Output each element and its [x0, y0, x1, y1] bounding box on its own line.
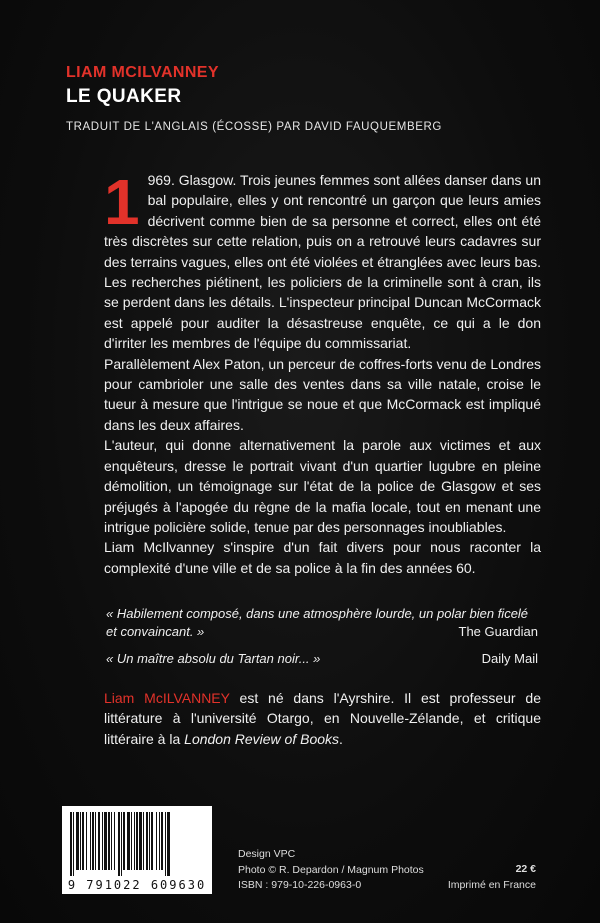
drop-cap: 1 — [104, 166, 140, 238]
quote-text: « Habilement composé, dans une atmosphère lourde, un polar bien ficelé et convaincant. » — [106, 606, 529, 639]
translator-credit: TRADUIT DE L'ANGLAIS (ÉCOSSE) PAR DAVID FAUQUEMBERG — [66, 121, 442, 133]
synopsis-paragraph-4: Liam McIlvanney s'inspire d'un fait divers pour nous raconter la complexité d'une ville et de sa police à la fin des années 60. — [104, 539, 541, 576]
press-quote — [106, 605, 538, 641]
bio-text: est né dans l'Ayrshire. Il est professeur de littérature à l'université Otargo, en Nouvelle-Zélande, et critique littéraire à la — [104, 690, 541, 747]
bio-author-name: Liam McILVANNEY — [104, 690, 230, 706]
printed-in: Imprimé en France — [447, 878, 536, 891]
quote-source: Daily Mail — [481, 651, 538, 666]
barcode-number: 9 791022 609630 — [67, 878, 207, 892]
press-quote — [106, 650, 538, 668]
isbn: ISBN : 979-10-226-0963-0 — [238, 879, 362, 891]
author-bio — [104, 688, 541, 749]
synopsis — [104, 166, 541, 578]
synopsis-paragraph-3: L'auteur, qui donne alternativement la parole aux victimes et aux enquêteurs, dresse le portrait vivant d'un quartier lugubre en pleine démolition, un témoignage sur l'état de la police de Glasgow et ses préjugés à l'apogée du règne de la mafia locale, tout en menant une intrigue policière solide, tenue par des personnages inoubliables. — [104, 437, 541, 535]
barcode — [62, 806, 212, 894]
book-title: LE QUAKER — [66, 86, 182, 107]
bio-publication: London Review of Books — [184, 730, 340, 747]
synopsis-text-1: 969. Glasgow. Trois jeunes femmes sont allées danser dans un bal populaire, elles y ont rencontré un garçon que leurs amies décrivent comme bien de sa personne et correct, elles ont été très discrètes sur cette relation, puis on a retrouvé leurs cadavres sur des terrains vagues, elles ont été violées et étranglées avec leurs bas. Les recherches piétinent, les policiers de la criminelle sont à cran, ils se perdent dans les détails. L'inspecteur principal Duncan McCormack est appelé pour auditer la désastreuse enquête, ce qui a le don d'irriter les membres de l'équipe du commissariat. — [104, 172, 541, 352]
synopsis-paragraph-1 — [104, 166, 541, 354]
author-name: LIAM MCILVANNEY — [66, 64, 219, 81]
synopsis-paragraph-2: Parallèlement Alex Paton, un perceur de coffres-forts venu de Londres pour cambrioler une salle des ventes dans sa ville natale, croise le tueur à mesure que l'intrigue se noue et que McCormack est impliqué dans les deux affaires. — [104, 355, 541, 433]
credits — [238, 847, 424, 894]
bio-end: . — [339, 730, 343, 747]
design-credit: Design VPC — [238, 848, 296, 860]
barcode-bars-icon — [68, 812, 206, 876]
quote-source: The Guardian — [458, 624, 538, 639]
price-block — [448, 862, 536, 893]
price: 22 € — [515, 863, 536, 875]
photo-credit: Photo © R. Depardon / Magnum Photos — [238, 863, 424, 876]
quote-text: « Un maître absolu du Tartan noir... » — [106, 651, 321, 666]
